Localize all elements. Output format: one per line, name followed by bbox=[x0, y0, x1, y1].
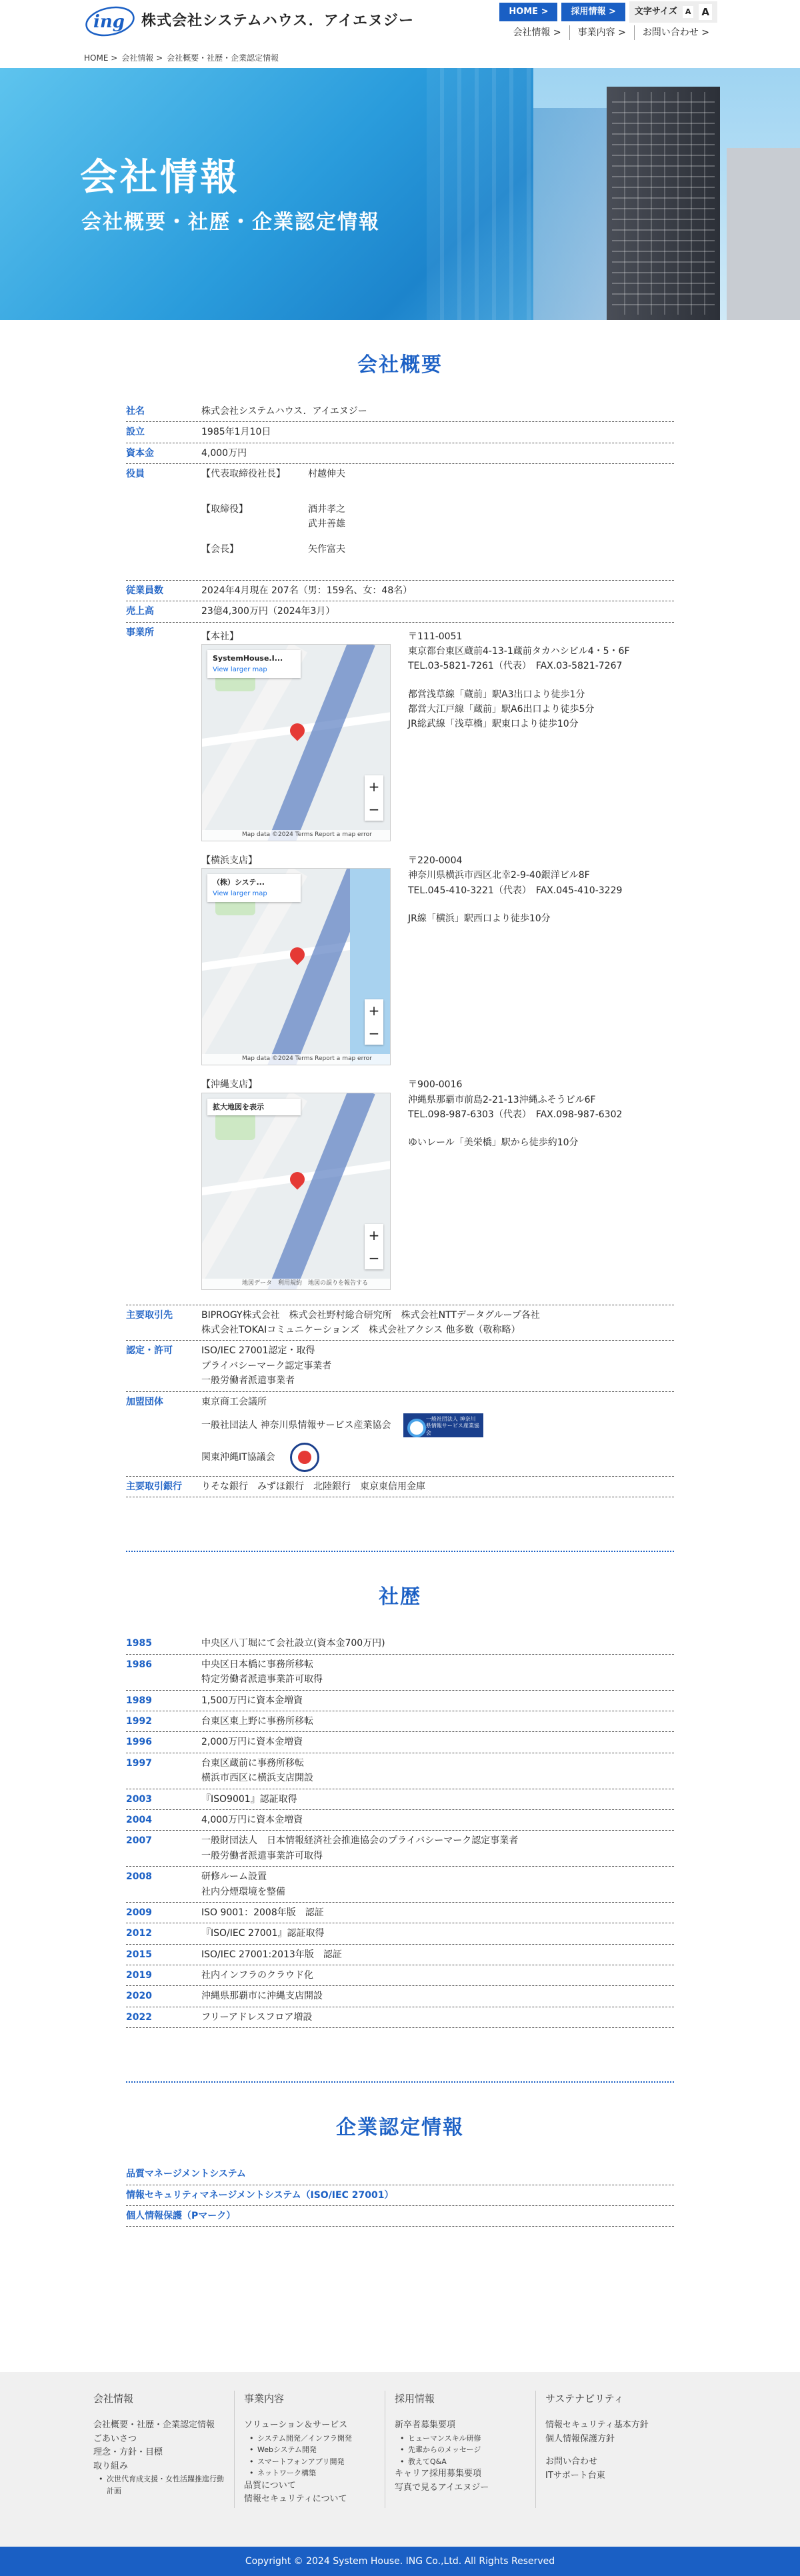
history-year: 2003 bbox=[126, 1793, 152, 1805]
home-button[interactable]: HOME > bbox=[499, 3, 557, 22]
footer-link[interactable]: お問い合わせ bbox=[545, 2457, 598, 2467]
footer-heading[interactable]: 採用情報 bbox=[395, 2393, 435, 2405]
building-photo bbox=[533, 68, 800, 320]
zoom-in-icon[interactable]: + bbox=[368, 1227, 380, 1243]
overview-table bbox=[126, 401, 674, 1497]
okinawa-it-council-logo-icon[interactable] bbox=[287, 1441, 325, 1473]
history-events bbox=[201, 1756, 674, 1786]
history-event: 社内インフラのクラウド化 bbox=[201, 1970, 313, 1981]
footer-column bbox=[84, 2391, 235, 2508]
history-row bbox=[126, 1655, 674, 1691]
address-line: JR総武線「浅草橋」駅東口より徒歩10分 bbox=[408, 719, 579, 730]
address-line: 東京都台東区蔵前4-13-1蔵前タカハシビル4・5・6F bbox=[408, 645, 630, 657]
history-events bbox=[201, 2010, 674, 2025]
address-line: 神奈川県横浜市西区北幸2-9-40銀洋ビル8F bbox=[408, 870, 590, 881]
address-line: JR線「横浜」駅西口より徒歩10分 bbox=[408, 913, 551, 925]
office-address bbox=[408, 629, 630, 841]
footer-heading[interactable]: サステナビリティ bbox=[545, 2393, 624, 2405]
history-event: ISO/IEC 27001:2013年版 認証 bbox=[201, 1949, 342, 1960]
client-line: BIPROGY株式会社 株式会社野村総合研究所 株式会社NTTデータグループ各社 bbox=[201, 1309, 540, 1321]
association-badge-icon[interactable]: 一般社団法人 神奈川県情報サービス産業協会 bbox=[403, 1413, 483, 1437]
row-key: 従業員数 bbox=[126, 585, 163, 596]
assoc-line: 東京商工会議所 bbox=[201, 1396, 267, 1407]
history-events bbox=[201, 1714, 674, 1729]
history-row bbox=[126, 1810, 674, 1831]
cert-line: プライバシーマーク認定事業者 bbox=[201, 1360, 332, 1371]
footer-link[interactable]: • 先輩からのメッセージ bbox=[395, 2444, 526, 2456]
section-divider bbox=[126, 1551, 674, 1552]
row-value: 株式会社システムハウス．アイエヌジー bbox=[201, 406, 367, 417]
footer-link[interactable]: 情報セキュリティ基本方針 bbox=[545, 2420, 649, 2430]
history-year: 1992 bbox=[126, 1715, 152, 1727]
footer-heading[interactable]: 会社情報 bbox=[93, 2393, 134, 2405]
map-info-card bbox=[207, 650, 301, 678]
address-line: 〒111-0051 bbox=[408, 631, 463, 642]
office-entry bbox=[201, 853, 674, 1065]
row-value bbox=[201, 1308, 674, 1338]
row-clients bbox=[126, 1305, 674, 1341]
history-event: 横浜市西区に横浜支店開設 bbox=[201, 1773, 313, 1784]
copyright: Copyright © 2024 System House. ING Co.,Ltd. All Rights Reserved bbox=[0, 2547, 800, 2576]
history-event: 中央区八丁堀にて会社設立(資本金700万円) bbox=[201, 1638, 385, 1649]
footer-link[interactable]: 写真で見るアイエヌジー bbox=[395, 2482, 489, 2493]
history-event: 一般財団法人 日本情報経済社会推進協会のプライバシーマーク認定事業者 bbox=[201, 1835, 519, 1847]
breadcrumb bbox=[84, 52, 279, 65]
history-event: 1,500万円に資本金増資 bbox=[201, 1695, 303, 1706]
assoc-name: 一般社団法人 神奈川県情報サービス産業協会 bbox=[201, 1420, 391, 1431]
office-label: 【沖縄支店】 bbox=[201, 1079, 257, 1091]
office-map[interactable] bbox=[201, 644, 391, 841]
history-events bbox=[201, 1989, 674, 2003]
history-events bbox=[201, 1947, 674, 1962]
recruit-button[interactable]: 採用情報 > bbox=[561, 3, 625, 22]
history-row bbox=[126, 1923, 674, 1944]
ing-logo-icon bbox=[84, 5, 136, 37]
officer-role: 【会長】 bbox=[201, 544, 239, 555]
history-row bbox=[126, 1867, 674, 1903]
footer-link[interactable]: • Webシステム開発 bbox=[244, 2444, 375, 2456]
logo[interactable] bbox=[84, 5, 414, 37]
cert-row[interactable] bbox=[126, 2206, 674, 2227]
office-label: 【本社】 bbox=[201, 631, 239, 642]
zoom-out-icon[interactable]: − bbox=[368, 801, 380, 817]
officer-name: 村越伸夫 bbox=[308, 469, 345, 480]
row-key: 認定・許可 bbox=[126, 1345, 173, 1357]
row-value bbox=[201, 1395, 674, 1473]
history-year: 1997 bbox=[126, 1757, 152, 1769]
footer-link[interactable]: • 次世代育成支援・女性活躍推進行動計画 bbox=[93, 2473, 225, 2497]
assoc-line-with-badge bbox=[201, 1413, 674, 1437]
history-events bbox=[201, 1926, 674, 1941]
history-event: 『ISO/IEC 27001』認証取得 bbox=[201, 1928, 325, 1939]
officer-entry bbox=[201, 502, 674, 532]
footer-link[interactable]: 情報セキュリティについて bbox=[244, 2494, 347, 2505]
footer-column bbox=[235, 2391, 385, 2508]
officer-name: 武井善雄 bbox=[308, 518, 345, 529]
row-sales bbox=[126, 601, 674, 622]
office-map[interactable] bbox=[201, 1093, 391, 1290]
office-entry bbox=[201, 1077, 674, 1289]
client-line: 株式会社TOKAIコミュニケーションズ 株式会社アクシス 他多数（敬称略） bbox=[201, 1325, 521, 1336]
map-place-title: （株）システ... bbox=[213, 878, 265, 887]
history-events bbox=[201, 1968, 674, 1983]
row-key: 事業所 bbox=[126, 627, 154, 638]
font-small-button[interactable]: A bbox=[683, 6, 694, 18]
map-zoom-control[interactable] bbox=[365, 999, 383, 1045]
history-event: 中央区日本橋に事務所移転 bbox=[201, 1659, 313, 1670]
history-event: 『ISO9001』認証取得 bbox=[201, 1793, 297, 1805]
history-year: 1996 bbox=[126, 1737, 152, 1748]
top-buttons bbox=[499, 1, 717, 23]
history-events bbox=[201, 1735, 674, 1749]
map-zoom-control[interactable] bbox=[365, 1224, 383, 1269]
footer-link[interactable]: ITサポート台東 bbox=[545, 2470, 605, 2481]
company-name: 株式会社システムハウス．アイエヌジー bbox=[141, 13, 414, 30]
footer-link[interactable]: 理念・方針・目標 bbox=[93, 2447, 163, 2457]
certs-list bbox=[126, 2164, 674, 2227]
footer-column bbox=[536, 2391, 687, 2508]
history-row bbox=[126, 1903, 674, 1923]
history-row bbox=[126, 1753, 674, 1789]
hero-title: 会社情報 bbox=[80, 156, 240, 199]
history-row bbox=[126, 2007, 674, 2028]
history-events bbox=[201, 1792, 674, 1807]
history-year: 2008 bbox=[126, 1871, 152, 1883]
history-event: 4,000万円に資本金増資 bbox=[201, 1814, 303, 1825]
nav-business[interactable]: 事業内容 > bbox=[569, 25, 634, 40]
row-value: りそな銀行 みずほ銀行 北陸銀行 東京東信用金庫 bbox=[201, 1481, 425, 1493]
history-year: 1985 bbox=[126, 1638, 152, 1649]
cert-link[interactable]: 個人情報保護（Pマーク） bbox=[126, 2211, 236, 2222]
font-size-label: 文字サイズ bbox=[634, 6, 677, 17]
site-footer bbox=[0, 2372, 800, 2547]
address-line bbox=[408, 898, 622, 911]
officer-entry bbox=[201, 542, 674, 557]
footer-spacer bbox=[545, 2446, 677, 2455]
nav-company[interactable]: 会社情報 > bbox=[513, 27, 561, 38]
map-info-card bbox=[207, 874, 301, 902]
row-key: 社名 bbox=[126, 406, 145, 417]
officer-name: 酒井孝之 bbox=[308, 503, 345, 515]
row-value: 23億4,300万円（2024年3月） bbox=[201, 606, 335, 617]
history-event: 台東区東上野に事務所移転 bbox=[201, 1715, 313, 1727]
row-company-name bbox=[126, 401, 674, 422]
map-place-title: 拡大地図を表示 bbox=[213, 1102, 264, 1111]
footer-link[interactable]: 新卒者募集要項 bbox=[395, 2420, 456, 2430]
view-larger-map-link[interactable]: View larger map bbox=[213, 889, 267, 897]
row-employees bbox=[126, 581, 674, 601]
address-line: TEL.045-410-3221（代表） FAX.045-410-3229 bbox=[408, 885, 623, 896]
office-left bbox=[201, 1077, 408, 1289]
history-events bbox=[201, 1657, 674, 1687]
address-line: 〒220-0004 bbox=[408, 855, 463, 866]
history-row bbox=[126, 1633, 674, 1654]
row-offices bbox=[126, 623, 674, 1305]
footer-link[interactable]: • ネットワーク構築 bbox=[244, 2467, 375, 2479]
view-larger-map-link[interactable]: View larger map bbox=[213, 665, 267, 673]
address-line bbox=[408, 1122, 622, 1135]
hero-banner bbox=[0, 68, 800, 320]
history-year: 2004 bbox=[126, 1814, 152, 1825]
row-value: 4,000万円 bbox=[201, 447, 247, 459]
officer-name: 矢作富夫 bbox=[308, 544, 345, 555]
main-content bbox=[0, 320, 800, 2227]
history-year: 2007 bbox=[126, 1835, 152, 1847]
history-row bbox=[126, 1945, 674, 1965]
footer-link[interactable]: • ヒューマンスキル研修 bbox=[395, 2433, 526, 2445]
map-footer: 地図データ 利用規約 地図の誤りを報告する bbox=[202, 1279, 390, 1289]
cert-link[interactable]: 情報セキュリティマネージメントシステム（ISO/IEC 27001） bbox=[126, 2189, 394, 2201]
history-year: 2012 bbox=[126, 1928, 152, 1939]
history-row bbox=[126, 1691, 674, 1711]
breadcrumb-company[interactable]: 会社情報 > bbox=[121, 53, 163, 63]
row-associations bbox=[126, 1392, 674, 1477]
office-left bbox=[201, 629, 408, 841]
history-table bbox=[126, 1633, 674, 2028]
history-events bbox=[201, 1636, 674, 1651]
row-key: 主要取引先 bbox=[126, 1309, 173, 1321]
assoc-name: 関東沖縄IT協議会 bbox=[201, 1452, 275, 1463]
address-line: 沖縄県那覇市前島2-21-13沖縄ふそうビル6F bbox=[408, 1094, 596, 1105]
history-year: 2022 bbox=[126, 2011, 152, 2023]
map-footer: Map data ©2024 Terms Report a map error bbox=[202, 830, 390, 841]
history-year: 2019 bbox=[126, 1970, 152, 1981]
footer-link[interactable]: 個人情報保護方針 bbox=[545, 2433, 615, 2444]
nav-contact[interactable]: お問い合わせ > bbox=[634, 25, 717, 40]
zoom-out-icon[interactable]: − bbox=[368, 1249, 380, 1266]
address-line: 都営浅草線「蔵前」駅A3出口より徒歩1分 bbox=[408, 689, 585, 700]
zoom-in-icon[interactable]: + bbox=[368, 1003, 380, 1019]
footer-link[interactable]: 品質について bbox=[244, 2480, 296, 2491]
history-year: 1986 bbox=[126, 1659, 152, 1670]
history-year: 2015 bbox=[126, 1949, 152, 1960]
cert-row[interactable] bbox=[126, 2164, 674, 2185]
assoc-line-with-badge bbox=[201, 1441, 674, 1473]
office-map[interactable] bbox=[201, 868, 391, 1065]
map-place-title: SystemHouse.I... bbox=[213, 653, 283, 663]
cert-line: 一般労働者派遣事業者 bbox=[201, 1375, 295, 1387]
font-large-button[interactable]: A bbox=[699, 4, 712, 20]
history-row bbox=[126, 1789, 674, 1810]
history-events bbox=[201, 1869, 674, 1899]
section-divider bbox=[126, 2081, 674, 2083]
cert-line: ISO/IEC 27001認定・取得 bbox=[201, 1345, 315, 1357]
row-value bbox=[201, 1343, 674, 1388]
footer-link[interactable]: 取り組み bbox=[93, 2461, 129, 2471]
history-event: フリーアドレスフロア増設 bbox=[201, 2011, 313, 2023]
address-line: ゆいレール「美栄橋」駅から徒歩約10分 bbox=[408, 1137, 579, 1149]
map-info-card bbox=[207, 1099, 301, 1116]
office-address bbox=[408, 853, 622, 1065]
zoom-in-icon[interactable]: + bbox=[368, 778, 380, 795]
history-event: 社内分煙環境を整備 bbox=[201, 1886, 285, 1897]
row-value bbox=[201, 625, 674, 1302]
history-event: 2,000万円に資本金増資 bbox=[201, 1737, 303, 1748]
history-row bbox=[126, 1986, 674, 2007]
row-certifications bbox=[126, 1341, 674, 1391]
address-line: TEL.03-5821-7261（代表） FAX.03-5821-7267 bbox=[408, 661, 623, 672]
map-zoom-control[interactable] bbox=[365, 775, 383, 821]
history-row bbox=[126, 1732, 674, 1753]
office-left bbox=[201, 853, 408, 1065]
cert-row[interactable] bbox=[126, 2185, 674, 2206]
history-row bbox=[126, 1965, 674, 1986]
row-key: 資本金 bbox=[126, 447, 154, 459]
row-established bbox=[126, 422, 674, 443]
history-event: ISO 9001：2008年版 認証 bbox=[201, 1907, 324, 1918]
map-footer: Map data ©2024 Terms Report a map error bbox=[202, 1054, 390, 1065]
history-year: 2009 bbox=[126, 1907, 152, 1918]
cert-link[interactable]: 品質マネージメントシステム bbox=[126, 2169, 246, 2180]
address-line: 都営大江戸線「蔵前」駅A6出口より徒歩5分 bbox=[408, 704, 595, 715]
font-size-control bbox=[629, 1, 717, 23]
row-banks bbox=[126, 1477, 674, 1497]
map-pin-icon bbox=[287, 1169, 307, 1189]
office-entry bbox=[201, 629, 674, 841]
row-officers bbox=[126, 464, 674, 581]
history-row bbox=[126, 1711, 674, 1732]
breadcrumb-current: 会社概要・社歴・企業認定情報 bbox=[167, 53, 279, 63]
history-event: 台東区蔵前に事務所移転 bbox=[201, 1757, 304, 1769]
footer-link[interactable]: ソリューション＆サービス bbox=[244, 2420, 348, 2430]
officer-role: 【代表取締役社長】 bbox=[201, 469, 285, 480]
map-pin-icon bbox=[287, 720, 307, 741]
address-line: TEL.098-987-6303（代表） FAX.098-987-6302 bbox=[408, 1109, 623, 1121]
footer-link[interactable]: キャリア採用募集要項 bbox=[395, 2469, 482, 2479]
zoom-out-icon[interactable]: − bbox=[368, 1025, 380, 1042]
history-events bbox=[201, 1693, 674, 1708]
history-event: 特定労働者派遣事業許可取得 bbox=[201, 1674, 323, 1685]
history-year: 1989 bbox=[126, 1695, 152, 1706]
row-key: 設立 bbox=[126, 427, 145, 438]
history-events bbox=[201, 1905, 674, 1920]
row-value: 2024年4月現在 207名（男：159名、女：48名） bbox=[201, 585, 413, 596]
row-value: 1985年1月10日 bbox=[201, 427, 271, 438]
hero-subtitle: 会社概要・社歴・企業認定情報 bbox=[81, 211, 380, 234]
certs-title: 企業認定情報 bbox=[336, 2116, 464, 2140]
footer-column bbox=[385, 2391, 536, 2508]
officer-role: 【取締役】 bbox=[201, 503, 248, 515]
row-key: 加盟団体 bbox=[126, 1396, 163, 1407]
overview-title: 会社概要 bbox=[357, 353, 443, 377]
sub-navigation bbox=[505, 25, 717, 40]
address-line bbox=[408, 674, 630, 687]
history-event: 一般労働者派遣事業許可取得 bbox=[201, 1850, 323, 1861]
history-title: 社歴 bbox=[379, 1585, 421, 1609]
footer-link[interactable]: • 教えてQ&A bbox=[395, 2456, 526, 2468]
row-key: 売上高 bbox=[126, 606, 154, 617]
history-year: 2020 bbox=[126, 1991, 152, 2002]
footer-link[interactable]: • スマートフォンアプリ開発 bbox=[244, 2456, 375, 2468]
footer-columns bbox=[84, 2391, 687, 2508]
history-events bbox=[201, 1833, 674, 1863]
footer-heading[interactable]: 事業内容 bbox=[244, 2393, 285, 2405]
officer-entry bbox=[201, 467, 674, 481]
row-capital bbox=[126, 443, 674, 464]
svg-text:ing: ing bbox=[93, 12, 125, 32]
breadcrumb-home[interactable]: HOME > bbox=[84, 53, 118, 63]
row-key: 主要取引銀行 bbox=[126, 1481, 182, 1493]
history-row bbox=[126, 1831, 674, 1867]
footer-link[interactable]: • システム開発／インフラ開発 bbox=[244, 2433, 375, 2445]
footer-link[interactable]: 会社概要・社歴・企業認定情報 bbox=[93, 2420, 215, 2430]
history-event: 沖縄県那覇市に沖縄支店開設 bbox=[201, 1991, 323, 2002]
row-key: 役員 bbox=[126, 469, 145, 480]
row-value bbox=[201, 467, 674, 577]
office-address bbox=[408, 1077, 622, 1289]
address-line: 〒900-0016 bbox=[408, 1079, 463, 1091]
footer-link[interactable]: ごあいさつ bbox=[93, 2433, 137, 2444]
history-events bbox=[201, 1813, 674, 1827]
site-header bbox=[0, 0, 800, 63]
history-event: 研修ルーム設置 bbox=[201, 1871, 267, 1883]
office-label: 【横浜支店】 bbox=[201, 855, 257, 866]
